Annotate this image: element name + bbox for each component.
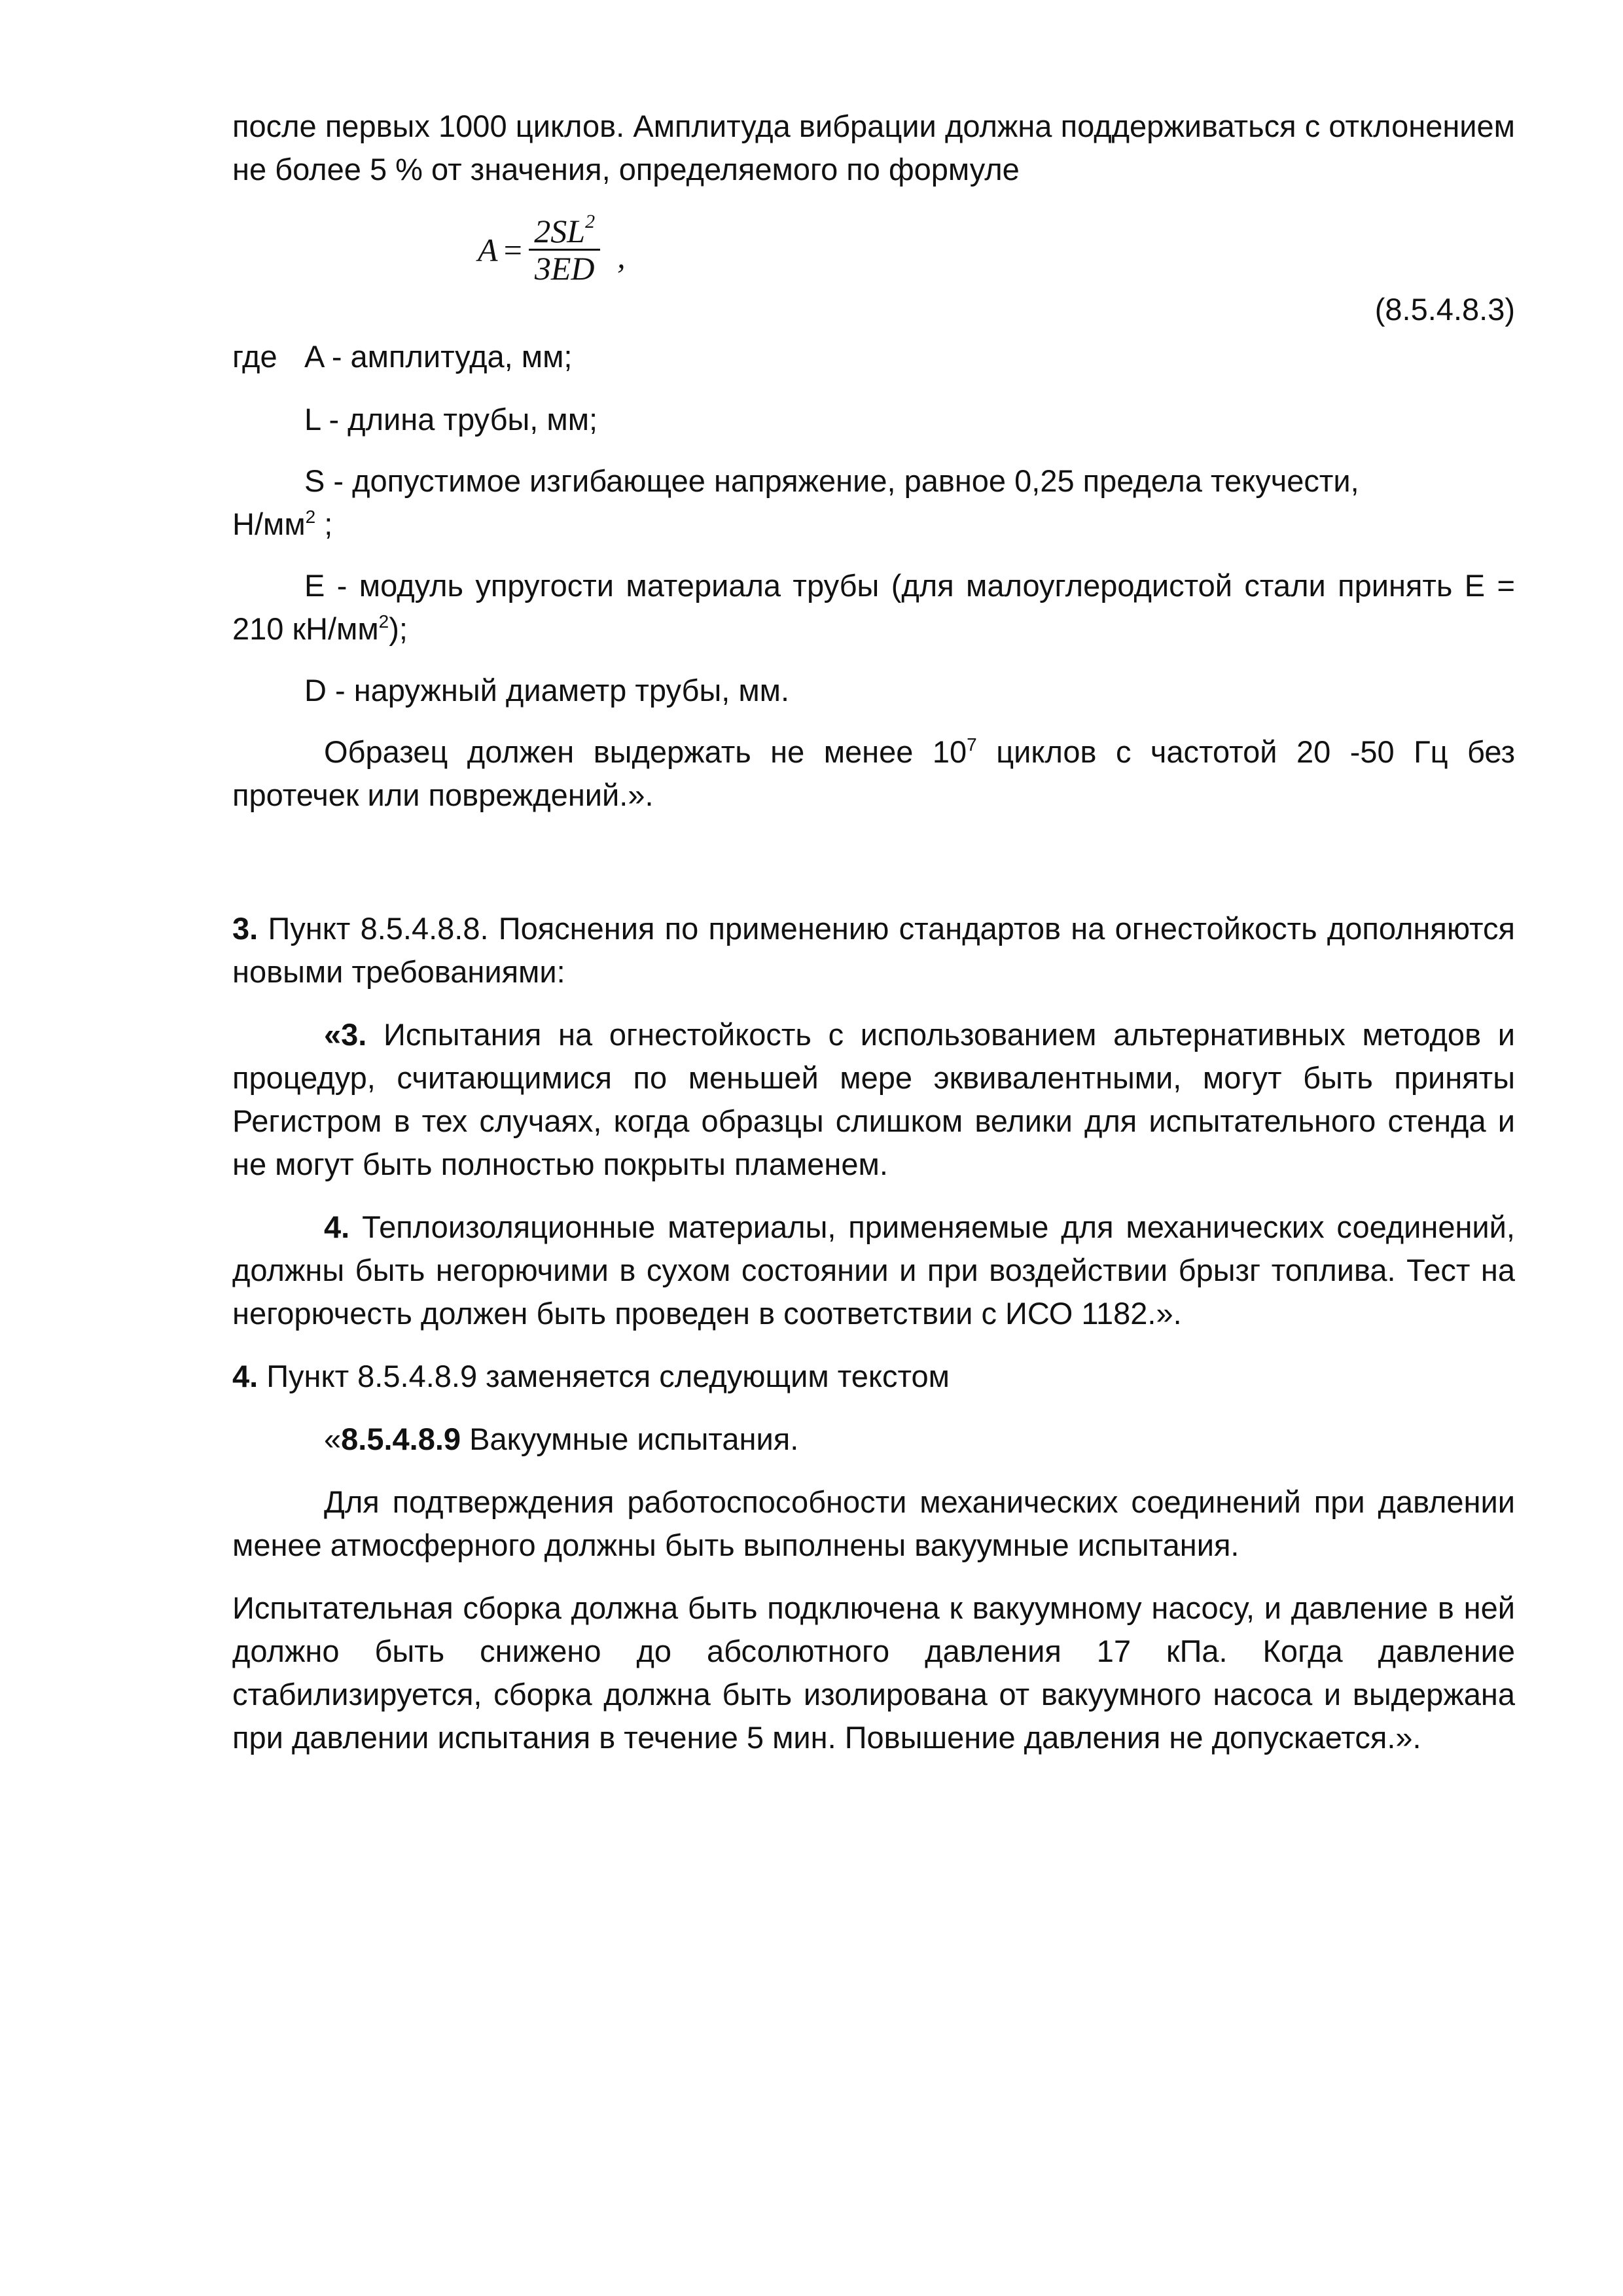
vacuum-title: Вакуумные испытания. (461, 1422, 799, 1456)
quote-3-number: «3. (324, 1017, 367, 1052)
definition-a-row (232, 335, 1515, 378)
paragraph-sample-exponent: 7 (967, 734, 977, 755)
quote-4-text: Теплоизоляционные материалы, применяемые для механических соединений, должны быть негорючими в сухом состоянии и при воздействии брызг топлива. Тест на негорючесть должен быть проведен в соответствии с ИСО 1182.». (232, 1210, 1515, 1331)
paragraph-sample (232, 730, 1515, 817)
definition-s-unit: Н/мм (232, 507, 306, 541)
definition-s-text: S - допустимое изгибающее напряжение, равное 0,25 предела текучести, (304, 463, 1359, 498)
formula-fraction (529, 213, 600, 286)
item-4-number: 4. (232, 1359, 259, 1393)
formula-block (232, 204, 1515, 335)
vacuum-open-quote: « (324, 1422, 342, 1456)
paragraph-sample-tail: циклов с частотой 20 -50 Гц без протечек или повреждений.». (232, 734, 1515, 812)
item-3 (232, 907, 1515, 994)
definition-a: A - амплитуда, мм; (304, 339, 573, 374)
definition-l: L - длина трубы, мм; (304, 402, 598, 437)
definition-e-text: E - модуль упругости материала трубы (для малоуглеродистой стали принять E = 210 кН/мм (232, 568, 1515, 646)
definition-e-tail: ); (389, 611, 408, 646)
amplitude-formula (478, 213, 626, 286)
formula-equals: = (501, 231, 524, 268)
item-3-number: 3. (232, 911, 259, 946)
formula-numerator-exponent: 2 (585, 211, 596, 232)
formula-numerator-text: 2SL (534, 213, 586, 249)
item-4-text: Пункт 8.5.4.8.9 заменяется следующим текстом (258, 1359, 950, 1393)
definition-e (232, 564, 1515, 651)
quote-3-text: Испытания на огнестойкость с использованием альтернативных методов и процедур, считающимися по меньшей мере эквивалентными, могут быть приняты Регистром в тех случаях, когда образцы слишком велики для испытательного стенда и не могут быть полностью покрыты пламенем. (232, 1017, 1515, 1181)
item-4 (232, 1355, 1515, 1398)
document-body (232, 105, 1515, 1759)
vacuum-paragraph-1: Для подтверждения работоспособности механических соединений при давлении менее атмосферного должны быть выполнены вакуумные испытания. (232, 1484, 1515, 1562)
quote-3 (232, 1013, 1515, 1186)
equation-number: (8.5.4.8.3) (1374, 292, 1515, 327)
quote-4-number: 4. (324, 1210, 350, 1244)
formula-numerator (529, 213, 600, 251)
formula-comma: , (617, 238, 626, 275)
vacuum-paragraph-2: Испытательная сборка должна быть подключена к вакуумному насосу, и давление в ней должно быть снижено до абсолютного давления 17 кПа. Когда давление стабилизируется, сборка должна быть изолирована от вакуумного насоса и выдержана при давлении испытания в течение 5 мин. Повышение давления не допускается.». (232, 1590, 1515, 1755)
definition-s (232, 459, 1515, 546)
vacuum-heading (232, 1418, 1515, 1461)
where-word: где (232, 339, 277, 374)
paragraph-intro: после первых 1000 циклов. Амплитуда вибрации должна поддерживаться с отклонением не более 5 % от значения, определяемого по формуле (232, 109, 1515, 187)
formula-lhs: A (478, 231, 498, 268)
definition-s-unit-tail: ; (315, 507, 333, 541)
paragraph-sample-text: Образец должен выдержать не менее 10 (324, 734, 967, 769)
definition-d: D - наружный диаметр трубы, мм. (304, 673, 790, 708)
vacuum-section-number: 8.5.4.8.9 (341, 1422, 461, 1456)
quote-4 (232, 1206, 1515, 1335)
formula-denominator: 3ED (534, 250, 595, 287)
item-3-text: Пункт 8.5.4.8.8. Пояснения по применению стандартов на огнестойкость дополняются новыми требованиями: (232, 911, 1515, 989)
definition-s-unit-exponent: 2 (305, 507, 316, 527)
definition-e-exponent: 2 (378, 611, 389, 632)
